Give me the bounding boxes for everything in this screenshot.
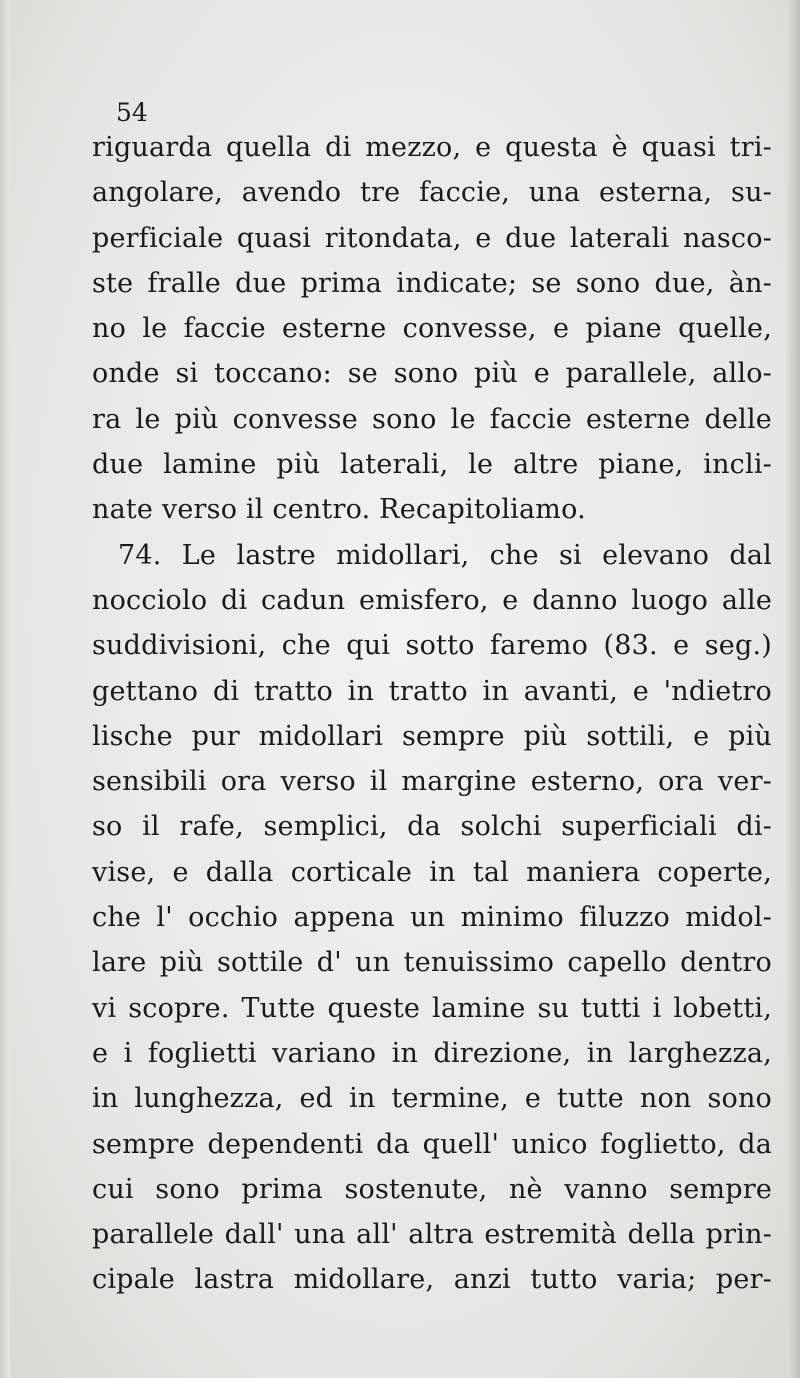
page-number: 54	[116, 98, 148, 127]
page-right-edge	[786, 0, 800, 1378]
page-left-edge	[0, 0, 10, 1378]
text-line: ra le più convesse sono le faccie esterne delle	[92, 403, 772, 435]
text-line: sensibili ora verso il margine esterno, ora ver-	[92, 766, 772, 798]
text-line: so il rafe, semplici, da solchi superficiali di-	[92, 811, 772, 843]
text-line: riguarda quella di mezzo, e questa è quasi tri-	[92, 132, 772, 163]
text-line: nocciolo di cadun emisfero, e danno luogo alle	[92, 584, 772, 616]
text-line: vi scopre. Tutte queste lamine su tutti i lobetti,	[92, 992, 772, 1024]
text-line: vise, e dalla corticale in tal maniera coperte,	[92, 856, 772, 888]
paragraph-start-line: 74. Le lastre midollari, che si elevano dal	[118, 539, 772, 571]
text-line: onde si toccano: se sono più e parallele, allo-	[92, 358, 772, 390]
text-line: gettano di tratto in tratto in avanti, e 'ndietro	[92, 675, 772, 707]
text-line: lische pur midollari sempre più sottili, e più	[92, 720, 772, 752]
text-line: perficiale quasi ritondata, e due laterali nasco-	[92, 222, 772, 254]
text-line: parallele dall' una all' altra estremità della prin-	[92, 1219, 772, 1251]
text-line: due lamine più laterali, le altre piane, incli-	[92, 449, 772, 481]
text-line: ste fralle due prima indicate; se sono due, àn-	[92, 267, 772, 299]
text-line: cipale lastra midollare, anzi tutto varia; per-	[92, 1264, 772, 1296]
text-line: no le faccie esterne convesse, e piane quelle,	[92, 313, 772, 345]
text-line: cui sono prima sostenute, nè vanno sempre	[92, 1173, 772, 1205]
text-line: nate verso il centro. Recapitoliamo.	[92, 494, 586, 526]
text-line: e i foglietti variano in direzione, in larghezza,	[92, 1037, 772, 1069]
text-line: sempre dependenti da quell' unico foglietto, da	[92, 1128, 772, 1160]
text-line: che l' occhio appena un minimo filuzzo midol-	[92, 902, 772, 934]
text-line: angolare, avendo tre faccie, una esterna, su-	[92, 177, 772, 209]
body-text	[92, 125, 772, 1303]
text-line: in lunghezza, ed in termine, e tutte non sono	[92, 1083, 772, 1115]
text-line: lare più sottile d' un tenuissimo capello dentro	[92, 947, 772, 979]
text-line: suddivisioni, che qui sotto faremo (83. e seg.)	[92, 630, 772, 662]
